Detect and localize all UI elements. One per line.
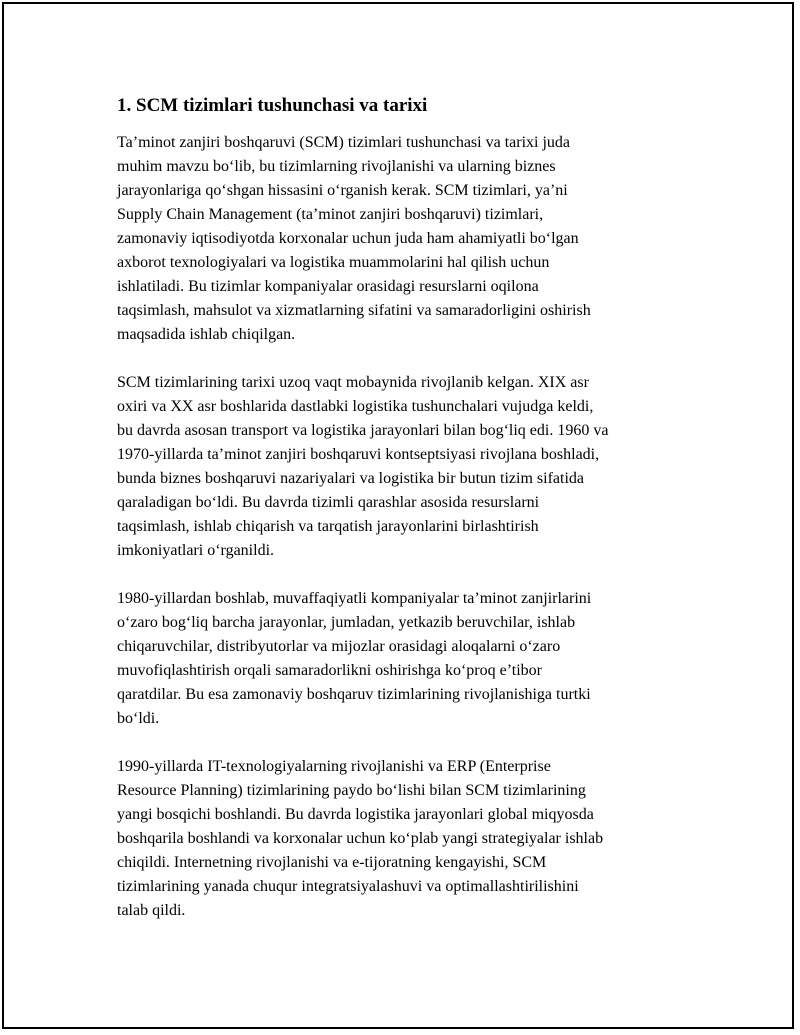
text-line: yangi bosqichi boshlandi. Bu davrda logistika jarayonlari global miqyosda <box>117 806 594 823</box>
text-line: oxiri va XX asr boshlarida dastlabki logistika tushunchalari vujudga keldi, <box>117 398 594 415</box>
text-line: 1990-yillarda IT-texnologiyalarning rivojlanishi va ERP (Enterprise <box>117 758 551 775</box>
text-line: qaraladigan bo‘ldi. Bu davrda tizimli qarashlar asosida resurslarni <box>117 494 540 511</box>
text-line: bo‘ldi. <box>117 710 160 727</box>
text-line: boshqarila boshlandi va korxonalar uchun ko‘plab yangi strategiyalar ishlab <box>117 830 604 847</box>
text-line: Resource Planning) tizimlarining paydo bo‘lishi bilan SCM tizimlarining <box>117 782 586 799</box>
text-line: Ta’minot zanjiri boshqaruvi (SCM) tizimlari tushunchasi va tarixi juda <box>117 134 571 151</box>
text-line: o‘zaro bog‘liq barcha jarayonlar, jumladan, yetkazib beruvchilar, ishlab <box>117 614 576 631</box>
text-line: taqsimlash, mahsulot va xizmatlarning sifatini va samaradorligini oshirish <box>117 302 591 319</box>
text-line: chiqildi. Internetning rivojlanishi va e-tijoratning kengayishi, SCM <box>117 854 547 871</box>
text-line: 1980-yillardan boshlab, muvaffaqiyatli kompaniyalar ta’minot zanjirlarini <box>117 590 592 607</box>
text-line: jarayonlariga qo‘shgan hissasini o‘rganish kerak. SCM tizimlari, ya’ni <box>117 182 568 199</box>
text-line: SCM tizimlarining tarixi uzoq vaqt mobaynida rivojlanib kelgan. XIX asr <box>117 374 589 391</box>
section-heading: 1. SCM tizimlari tushunchasi va tarixi <box>117 95 428 116</box>
text-line: ishlatiladi. Bu tizimlar kompaniyalar orasidagi resurslarni oqilona <box>117 278 539 295</box>
text-line: bunda biznes boshqaruvi nazariyalari va logistika bir butun tizim sifatida <box>117 470 584 487</box>
text-line: tizimlarining yanada chuqur integratsiyalashuvi va optimallashtirilishini <box>117 878 579 895</box>
text-line: imkoniyatlari o‘rganildi. <box>117 542 275 559</box>
text-line: bu davrda asosan transport va logistika jarayonlari bilan bog‘liq edi. 1960 va <box>117 422 609 439</box>
text-line: Supply Chain Management (ta’minot zanjiri boshqaruvi) tizimlari, <box>117 206 544 223</box>
text-line: zamonaviy iqtisodiyotda korxonalar uchun juda ham ahamiyatli bo‘lgan <box>117 230 579 247</box>
document-body <box>117 92 697 947</box>
paragraph-2 <box>117 371 697 563</box>
text-line: qaratdilar. Bu esa zamonaviy boshqaruv tizimlarining rivojlanishiga turtki <box>117 686 591 703</box>
text-line: 1970-yillarda ta’minot zanjiri boshqaruvi kontseptsiyasi rivojlana boshladi, <box>117 446 600 463</box>
paragraph-4 <box>117 755 697 923</box>
text-line: taqsimlash, ishlab chiqarish va tarqatish jarayonlarini birlashtirish <box>117 518 539 535</box>
text-line: talab qildi. <box>117 902 186 919</box>
text-line: muhim mavzu bo‘lib, bu tizimlarning rivojlanishi va ularning biznes <box>117 158 556 175</box>
text-line: maqsadida ishlab chiqilgan. <box>117 326 296 343</box>
paragraph-1 <box>117 131 697 347</box>
text-line: chiqaruvchilar, distribyutorlar va mijozlar orasidagi aloqalarni o‘zaro <box>117 638 561 655</box>
text-line: axborot texnologiyalari va logistika muammolarini hal qilish uchun <box>117 254 550 271</box>
paragraph-3 <box>117 587 697 731</box>
text-line: muvofiqlashtirish orqali samaradorlikni oshirishga ko‘proq e’tibor <box>117 662 542 679</box>
